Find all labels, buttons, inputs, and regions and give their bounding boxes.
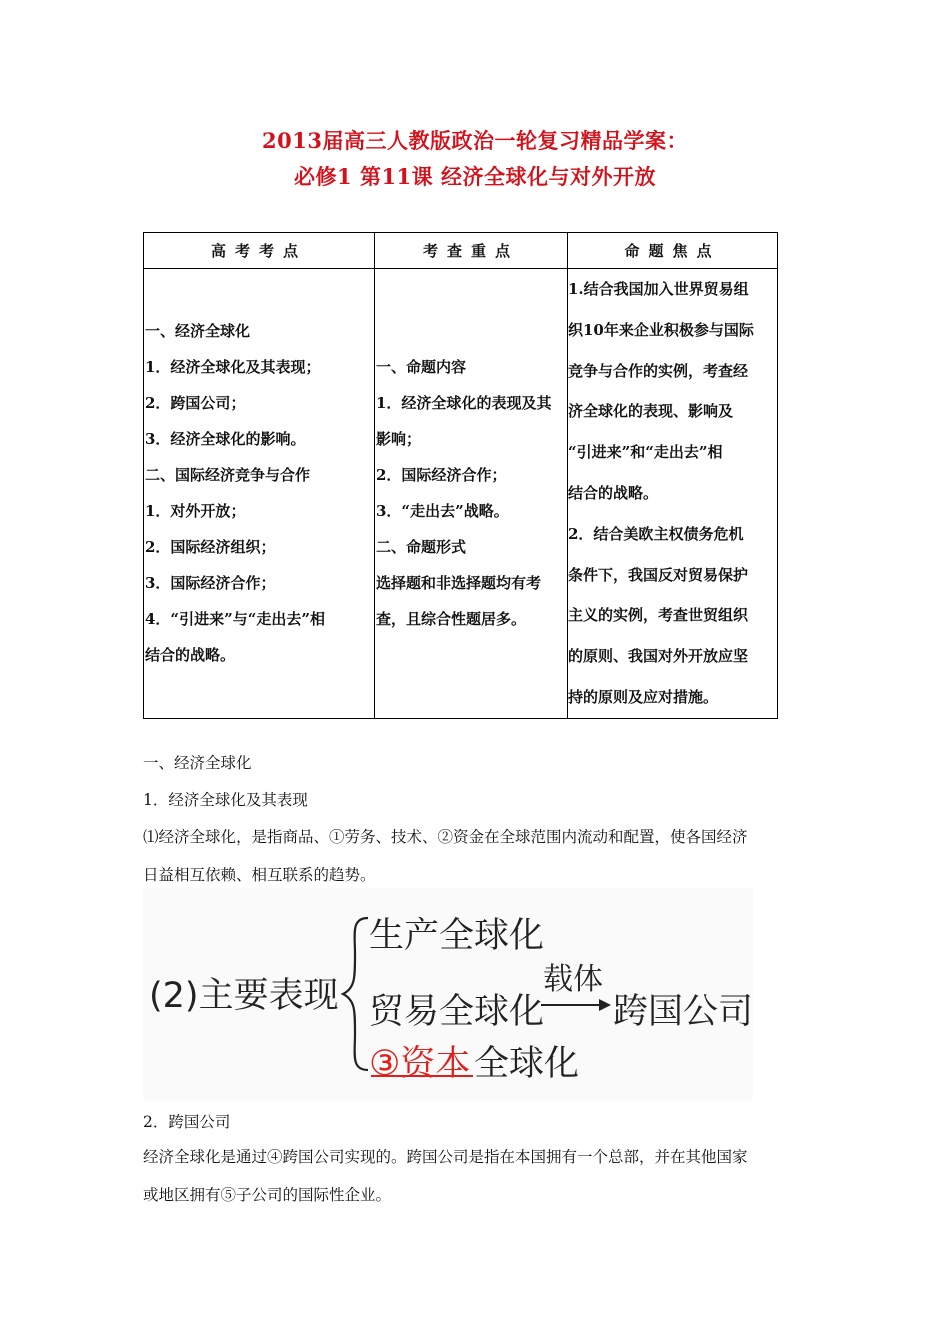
- list-item: 查，且综合性题居多。: [376, 610, 527, 629]
- list-item: 2．国际经济组织；: [145, 538, 276, 557]
- list-item: 一、命题内容: [376, 358, 467, 377]
- list-item: 竞争与合作的实例，考查经: [568, 361, 749, 380]
- figure-item-globalization: 全球化: [474, 1044, 580, 1084]
- subsection-heading: 1．经济全球化及其表现: [143, 791, 308, 809]
- list-item: “引进来”和“走出去”相: [568, 443, 723, 462]
- paragraph-line: 或地区拥有⑤子公司的国际性企业。: [143, 1186, 392, 1204]
- list-item: 2．跨国公司；: [145, 394, 246, 413]
- header-exam-points: 高考考点: [144, 233, 375, 269]
- list-item: 4．“引进来”与“走出去”相: [145, 610, 325, 629]
- list-item: 1．对外开放；: [145, 502, 246, 521]
- header-key-points: 考查重点: [375, 233, 568, 269]
- exam-points-table: [143, 232, 778, 719]
- list-item: 织10年来企业积极参与国际: [568, 320, 754, 339]
- list-item: 2．结合美欧主权债务危机: [568, 524, 744, 543]
- paragraph-line: 经济全球化是通过④跨国公司实现的。跨国公司是指在本国拥有一个总部，并在其他国家: [143, 1148, 748, 1166]
- list-item: 3．“走出去”战略。: [376, 502, 509, 521]
- list-item: 主义的实例，考查世贸组织: [568, 606, 749, 625]
- table-header-row: [144, 233, 778, 269]
- list-item: 2．国际经济合作；: [376, 466, 507, 485]
- main-manifestations-figure: [143, 888, 753, 1100]
- figure-item-trade: 贸易全球化: [369, 992, 545, 1032]
- list-item: 3．国际经济合作；: [145, 574, 276, 593]
- list-item: 选择题和非选择题均有考: [376, 574, 542, 593]
- key-points-cell: [375, 269, 568, 719]
- title-line-1: 2013届高三人教版政治一轮复习精品学案：: [262, 128, 688, 153]
- title-line-2: 必修1 第11课 经济全球化与对外开放: [294, 164, 656, 189]
- list-item: 结合的战略。: [145, 646, 236, 665]
- header-focus: 命题焦点: [568, 233, 778, 269]
- list-item: 持的原则及应对措施。: [568, 687, 719, 706]
- arrow-label: 载体: [543, 962, 603, 997]
- figure-item-production: 生产全球化: [369, 916, 545, 956]
- list-item: 1．经济全球化的表现及其: [376, 394, 552, 413]
- list-item: 条件下，我国反对贸易保护: [568, 565, 749, 584]
- list-item: 二、命题形式: [376, 538, 467, 557]
- focus-cell: [568, 269, 778, 719]
- paragraph-line: ⑴经济全球化，是指商品、①劳务、技术、②资金在全球范围内流动和配置，使各国经济: [143, 828, 748, 846]
- list-item: 二、国际经济竞争与合作: [145, 466, 311, 485]
- paragraph-line: 日益相互依赖、相互联系的趋势。: [143, 866, 376, 884]
- list-item: 结合的战略。: [568, 483, 659, 502]
- left-brace-icon: [343, 918, 368, 1070]
- list-item: 1.结合我国加入世界贸易组: [568, 280, 749, 298]
- list-item: 1．经济全球化及其表现；: [145, 358, 321, 377]
- figure-item-multinational: 跨国公司: [613, 992, 754, 1032]
- arrow-head-icon: [599, 999, 611, 1011]
- list-item: 影响；: [376, 430, 422, 449]
- table-body-row: [144, 269, 778, 719]
- subsection-heading: 2．跨国公司: [143, 1113, 231, 1131]
- list-item: 3．经济全球化的影响。: [145, 430, 306, 449]
- list-item: 济全球化的表现、影响及: [568, 402, 734, 421]
- section-heading: 一、经济全球化: [143, 754, 252, 772]
- figure-label: (2)主要表现: [149, 976, 339, 1016]
- figure-item-capital-red: ③资本: [369, 1044, 471, 1084]
- list-item: 一、经济全球化: [145, 322, 251, 341]
- list-item: 的原则、我国对外开放应坚: [568, 647, 749, 666]
- exam-points-cell: [144, 269, 375, 719]
